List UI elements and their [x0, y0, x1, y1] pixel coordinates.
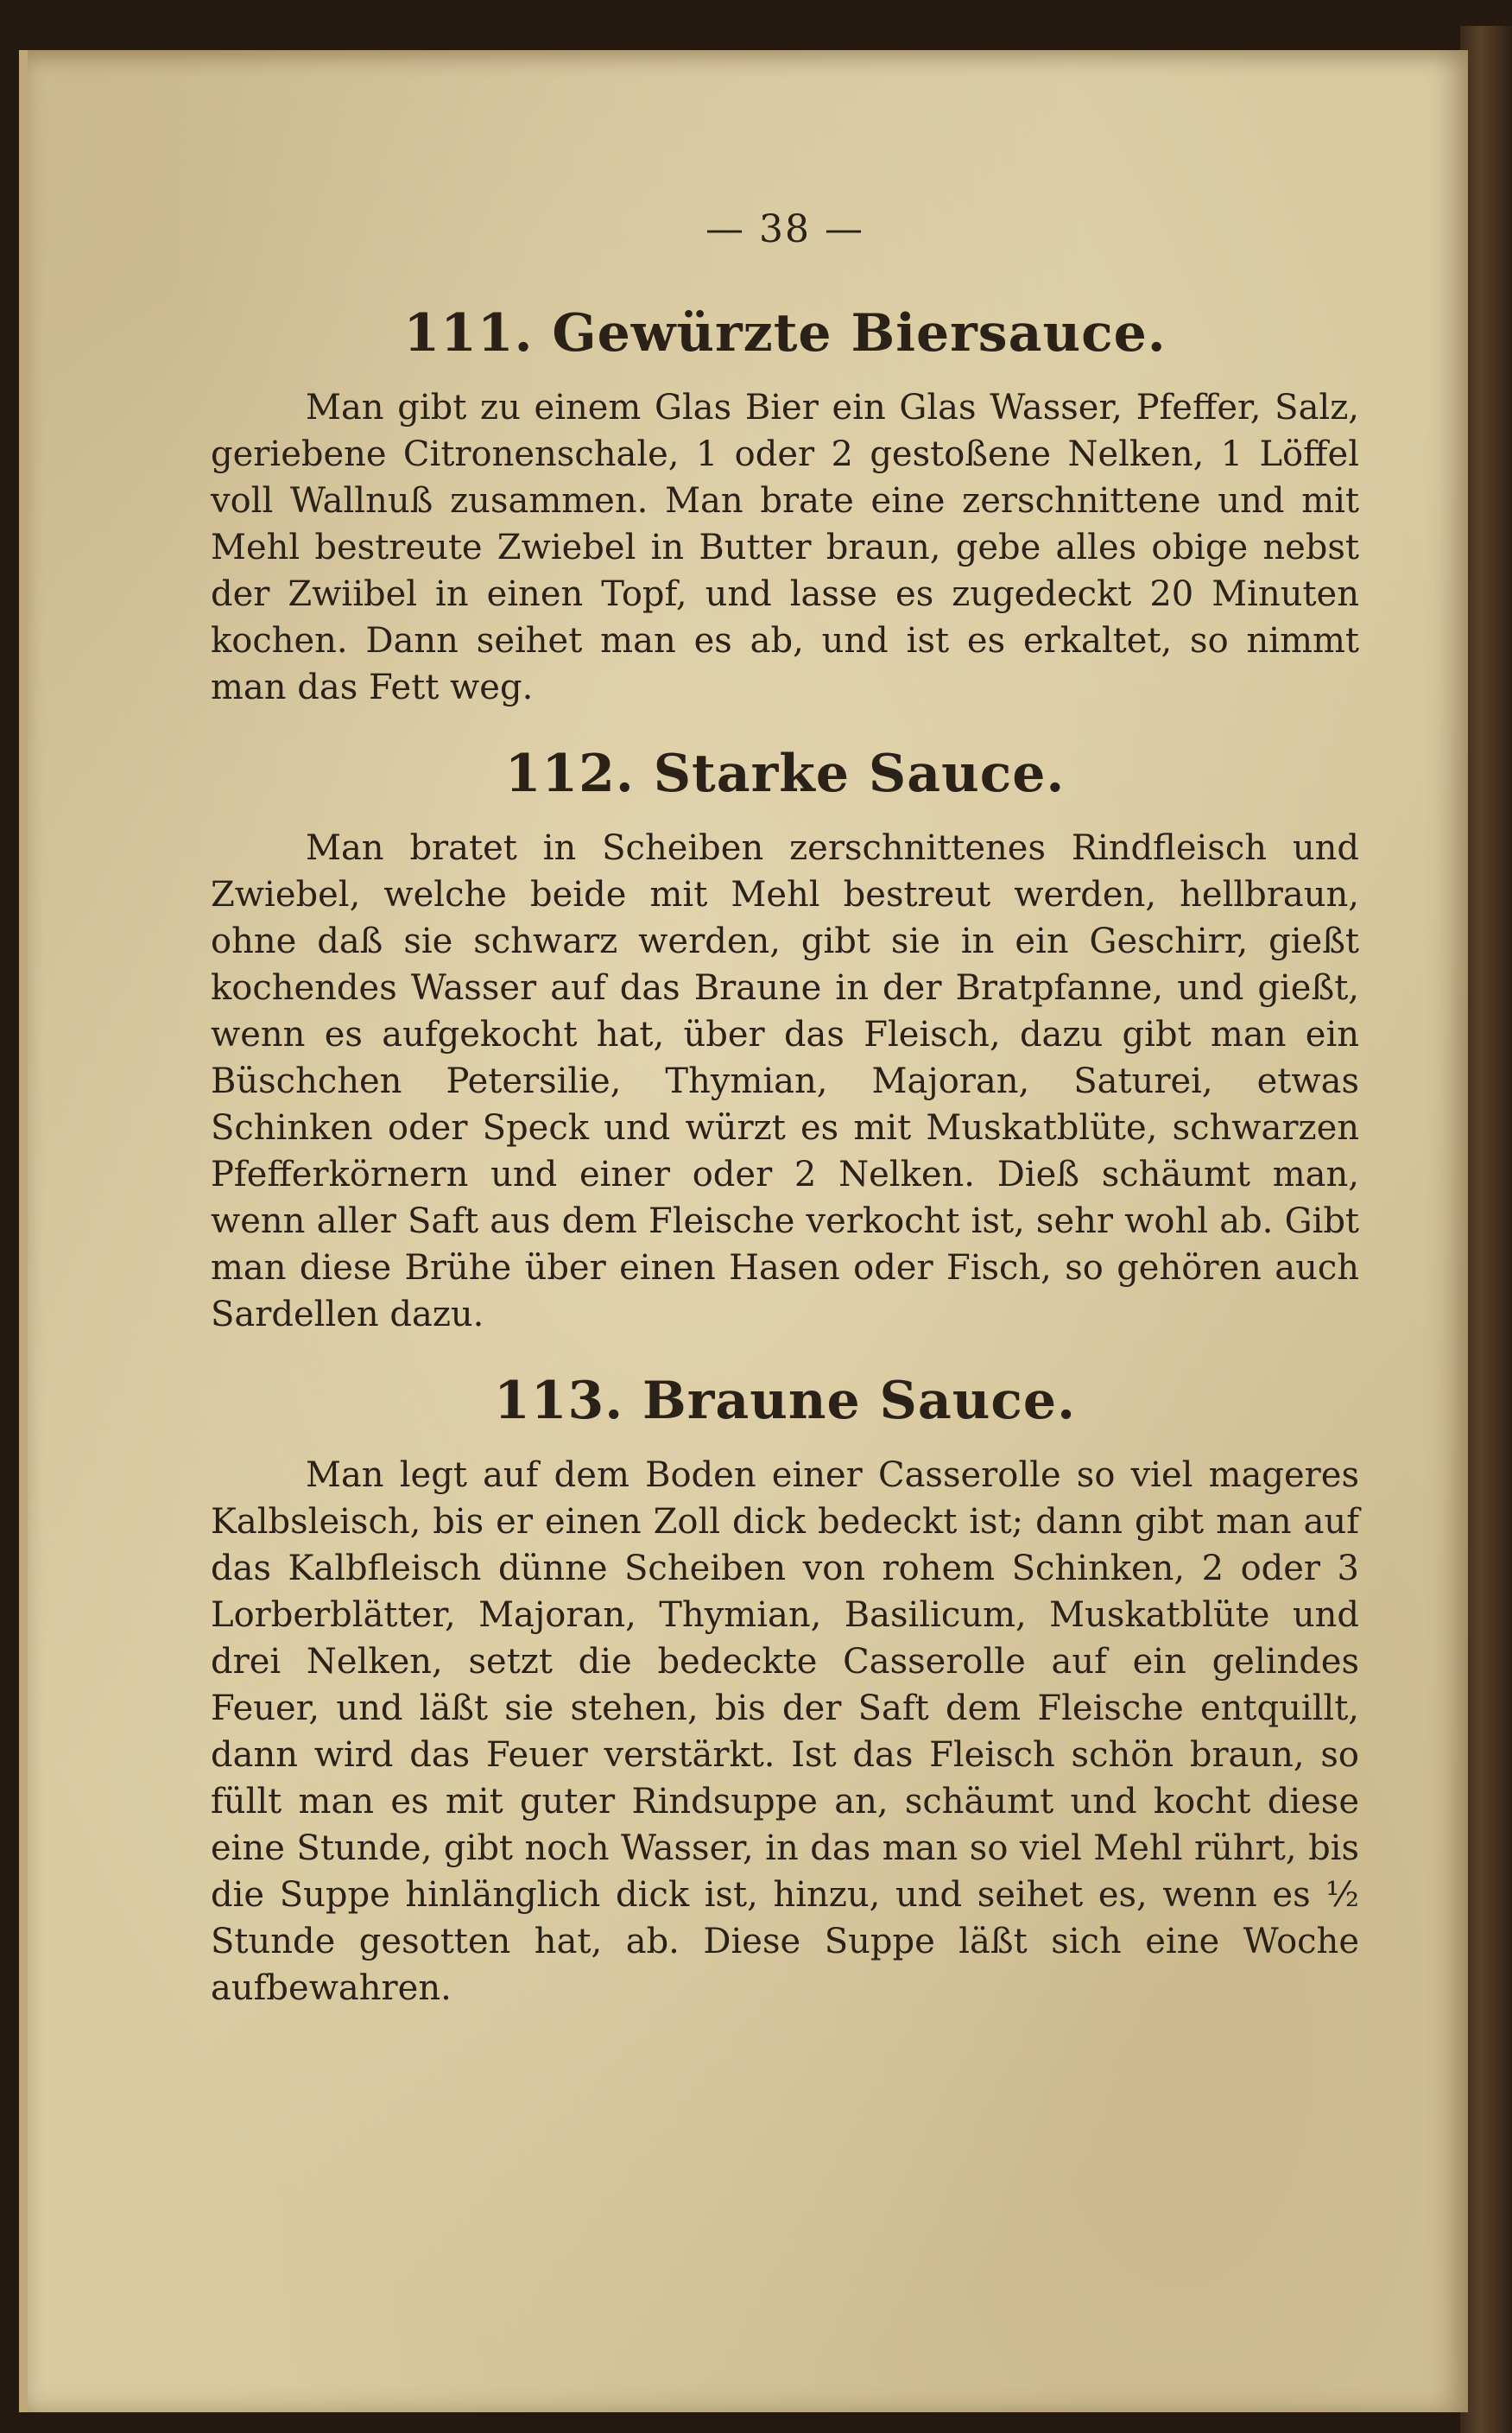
section-heading: 113. Braune Sauce. [494, 1371, 1076, 1431]
section-112 [211, 744, 1359, 1338]
section-heading: 112. Starke Sauce. [504, 744, 1066, 804]
section-heading: 111. Gewürzte Biersauce. [403, 303, 1167, 364]
book-edge [1460, 26, 1512, 2433]
section-111 [211, 303, 1359, 711]
text-area [211, 207, 1359, 2044]
section-paragraph: Man gibt zu einem Glas Bier ein Glas Wasser, Pfeffer, Salz, geriebene Citronenschale, 1 oder 2 gestoßene Nelken, 1 Löffel voll Wallnuß zusammen. Man brate eine zerschnittene und mit Mehl bestreute Zwiebel in Butter braun, gebe alles obige nebst der Zwiibel in einen Topf, und lasse es zugedeckt 20 Minuten kochen. Dann seihet man es ab, und ist es erkaltet, so nimmt man das Fett weg. [211, 388, 1359, 707]
section-paragraph: Man legt auf dem Boden einer Casserolle so viel mageres Kalbsleisch, bis er einen Zoll dick bedeckt ist; dann gibt man auf das Kalbfleisch dünne Scheiben von rohem Schinken, 2 oder 3 Lorberblätter, Majoran, Thymian, Basilicum, Muskatblüte und drei Nelken, setzt die bedeckte Casserolle auf ein gelindes Feuer, und läßt sie stehen, bis der Saft dem Fleische entquillt, dann wird das Feuer verstärkt. Ist das Fleisch schön braun, so füllt man es mit guter Rindsuppe an, schäumt und kocht diese eine Stunde, gibt noch Wasser, in das man so viel Mehl rührt, bis die Suppe hinlänglich dick ist, hinzu, und seihet es, wenn es ½ Stunde gesotten hat, ab. Diese Suppe läßt sich eine Woche aufbewahren. [211, 1455, 1359, 2008]
section-paragraph: Man bratet in Scheiben zerschnittenes Rindfleisch und Zwiebel, welche beide mit Mehl bestreut werden, hellbraun, ohne daß sie schwarz werden, gibt sie in ein Geschirr, gießt kochendes Wasser auf das Braune in der Bratpfanne, und gießt, wenn es aufgekocht hat, über das Fleisch, dazu gibt man ein Büschchen Petersilie, Thymian, Majoran, Saturei, etwas Schinken oder Speck und würzt es mit Muskatblüte, schwarzen Pfefferkörnern und einer oder 2 Nelken. Dieß schäumt man, wenn aller Saft aus dem Fleische verkocht ist, sehr wohl ab. Gibt man diese Brühe über einen Hasen oder Fisch, so gehören auch Sardellen dazu. [211, 828, 1359, 1334]
page-number: — 38 — [705, 207, 864, 251]
section-113 [211, 1371, 1359, 2012]
